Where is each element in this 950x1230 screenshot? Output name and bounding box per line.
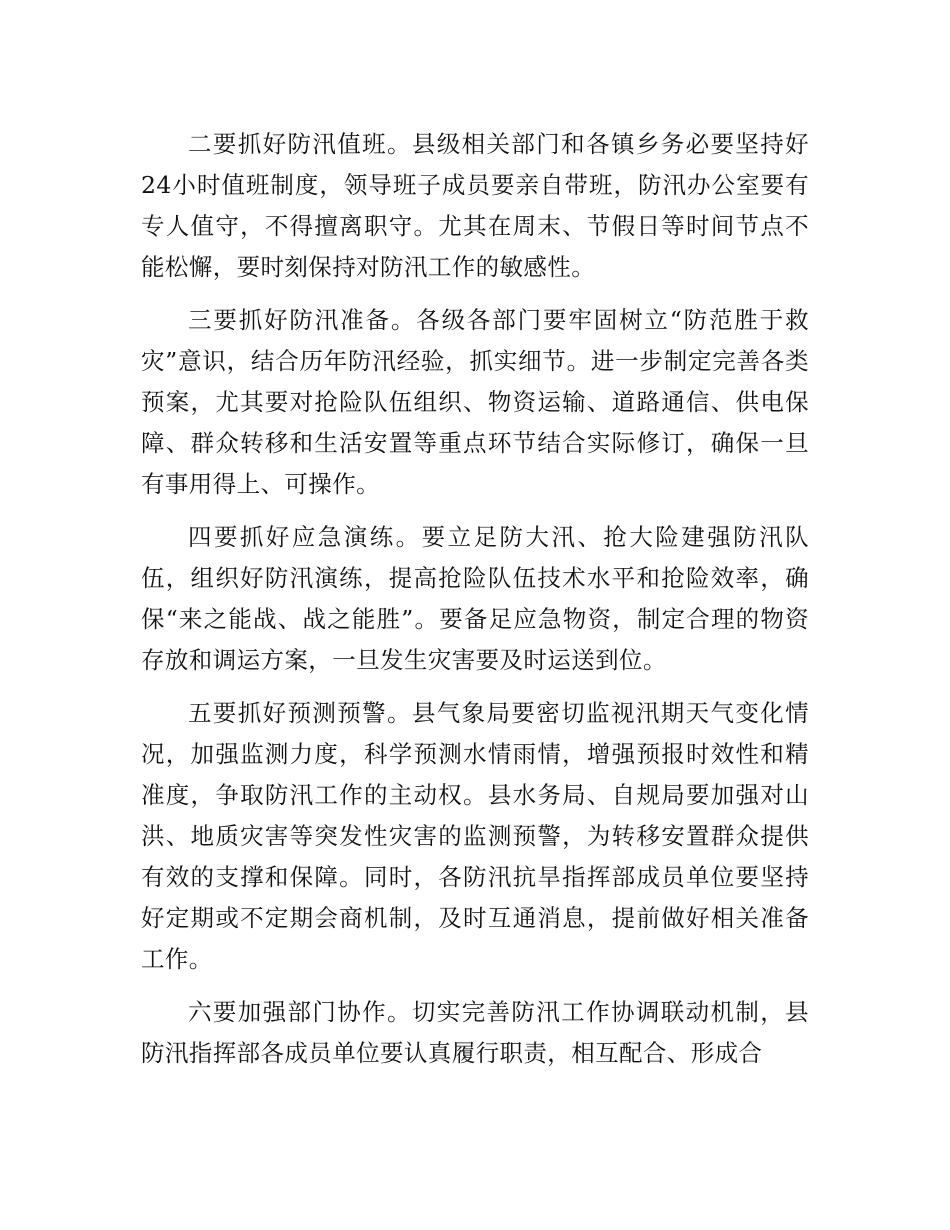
document-body [141, 124, 809, 1086]
paragraph-cooperation: 六要加强部门协作。切实完善防汛工作协调联动机制，县防汛指挥部各成员单位要认真履行职责，相互配合、形成合 [141, 998, 809, 1067]
paragraph-preparation: 三要抓好防汛准备。各级各部门要牢固树立“防范胜于救灾”意识，结合历年防汛经验，抓实细节。进一步制定完善各类预案，尤其要对抢险队伍组织、物资运输、道路通信、供电保障、群众转移和生活安置等重点环节结合实际修订，确保一旦有事用得上、可操作。 [141, 306, 809, 498]
paragraph-duty: 二要抓好防汛值班。县级相关部门和各镇乡务必要坚持好24小时值班制度，领导班子成员要亲自带班，防汛办公室要有专人值守，不得擅离职守。尤其在周末、节假日等时间节点不能松懈，要时刻保持对防汛工作的敏感性。 [141, 130, 809, 281]
paragraph-drill: 四要抓好应急演练。要立足防大汛、抢大险建强防汛队伍，组织好防汛演练，提高抢险队伍技术水平和抢险效率，确保“来之能战、战之能胜”。要备足应急物资，制定合理的物资存放和调运方案，一旦发生灾害要及时运送到位。 [141, 523, 809, 674]
paragraph-forecast: 五要抓好预测预警。县气象局要密切监视汛期天气变化情况，加强监测力度，科学预测水情雨情，增强预报时效性和精准度，争取防汛工作的主动权。县水务局、自规局要加强对山洪、地质灾害等突发性灾害的监测预警，为转移安置群众提供有效的支撑和保障。同时，各防汛抗旱指挥部成员单位要坚持好定期或不定期会商机制，及时互通消息，提前做好相关准备工作。 [141, 699, 809, 973]
